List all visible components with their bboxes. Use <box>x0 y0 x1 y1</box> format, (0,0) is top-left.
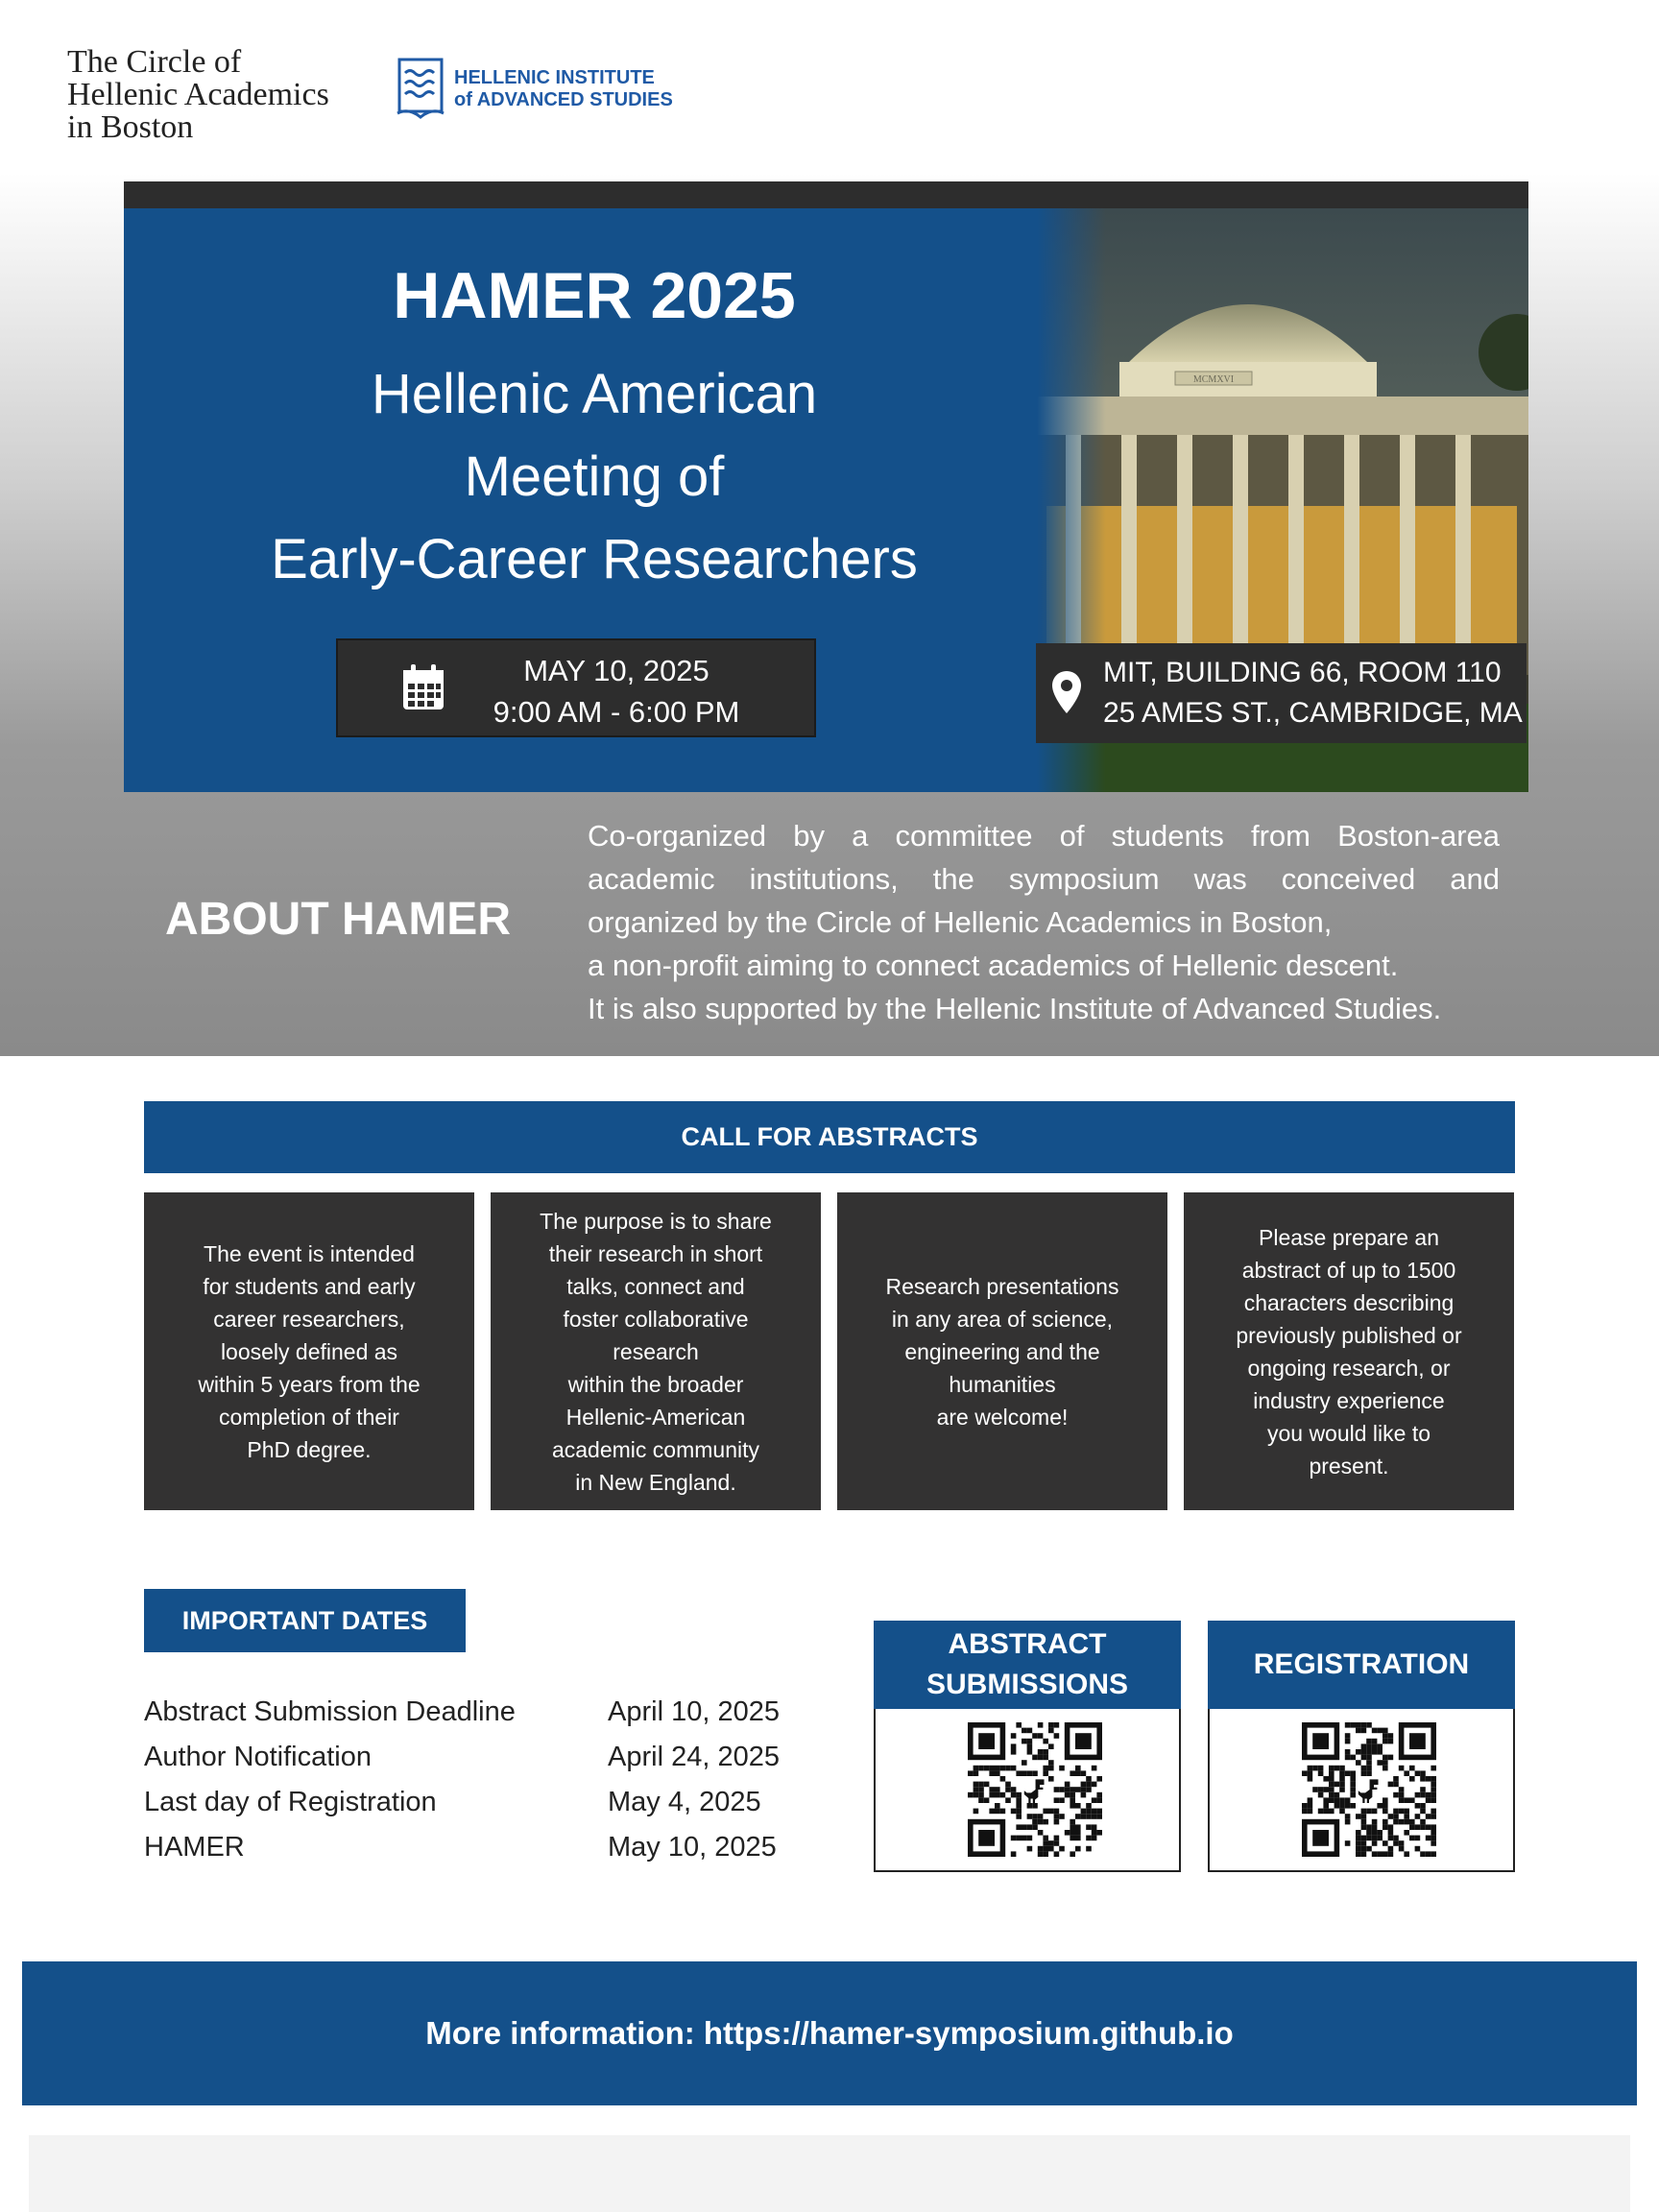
circle-hellenic-academics-logo <box>67 46 329 144</box>
registration-label <box>1208 1621 1515 1709</box>
subtitle-line: Early-Career Researchers <box>271 528 918 590</box>
date-row <box>144 1696 816 1741</box>
event-date: MAY 10, 2025 <box>523 654 709 687</box>
info-card-purpose <box>491 1192 821 1510</box>
hias-logo-text <box>454 67 673 111</box>
card-line: previously published or <box>1236 1322 1462 1348</box>
date-row-name: Last day of Registration <box>144 1787 437 1817</box>
call-for-abstracts-heading: CALL FOR ABSTRACTS <box>144 1101 1515 1173</box>
card-line: within the broader <box>567 1371 744 1397</box>
location-line: MIT, BUILDING 66, ROOM 110 <box>1103 657 1502 688</box>
card-line: within 5 years from the <box>198 1371 421 1397</box>
logo-line: Hellenic Academics <box>67 77 329 112</box>
event-time: 9:00 AM - 6:00 PM <box>493 695 740 729</box>
info-card-abstract-guidelines <box>1184 1192 1514 1510</box>
card-text <box>540 1205 772 1499</box>
date-row-date: April 10, 2025 <box>608 1696 780 1727</box>
date-row <box>144 1787 816 1831</box>
about-paragraph <box>588 814 1500 1030</box>
card-text <box>1236 1221 1461 1482</box>
about-heading: ABOUT HAMER <box>165 894 511 945</box>
card-line: abstract of up to 1500 <box>1241 1257 1456 1283</box>
bottom-margin-panel <box>29 2135 1630 2212</box>
event-date-box <box>336 638 816 737</box>
event-location-text <box>1103 653 1523 733</box>
date-row-name: Author Notification <box>144 1742 372 1772</box>
abstract-submissions-qr-code[interactable] <box>968 1722 1102 1857</box>
card-line: are welcome! <box>936 1404 1069 1430</box>
card-line: industry experience <box>1253 1387 1445 1413</box>
about-line: Co-organized by a committee of students from Boston-area <box>588 819 1500 853</box>
date-row-date: April 24, 2025 <box>608 1742 780 1772</box>
card-line: loosely defined as <box>220 1338 398 1364</box>
logo-line: HELLENIC INSTITUTE <box>454 67 655 88</box>
event-location-box <box>1036 643 1527 743</box>
card-text <box>198 1238 420 1466</box>
hero-top-strip <box>124 181 1528 208</box>
card-line: you would like to <box>1266 1420 1431 1446</box>
date-row <box>144 1832 816 1876</box>
card-line: Please prepare an <box>1259 1224 1439 1250</box>
date-row-date: May 10, 2025 <box>608 1832 777 1863</box>
subtitle-line: Meeting of <box>464 445 725 508</box>
location-pin-icon <box>1051 670 1082 714</box>
info-card-topics <box>837 1192 1167 1510</box>
qr-label-line: ABSTRACT <box>948 1628 1107 1660</box>
event-date-text <box>463 650 770 733</box>
logo-line: of ADVANCED STUDIES <box>454 89 673 110</box>
card-line: talks, connect and <box>566 1273 745 1299</box>
about-line: organized by the Circle of Hellenic Academics in Boston, <box>588 905 1333 939</box>
card-line: completion of their <box>219 1404 399 1430</box>
location-line: 25 AMES ST., CAMBRIDGE, MA <box>1103 697 1523 729</box>
event-title: HAMER 2025 <box>393 259 796 332</box>
hellenic-institute-logo <box>397 56 685 123</box>
card-line: ongoing research, or <box>1247 1355 1451 1381</box>
important-dates-heading: IMPORTANT DATES <box>144 1589 466 1652</box>
registration-qr-box[interactable] <box>1208 1621 1515 1872</box>
date-row-date: May 4, 2025 <box>608 1787 761 1817</box>
abstract-submissions-label <box>874 1621 1181 1709</box>
card-line: engineering and the <box>904 1338 1100 1364</box>
card-line: The purpose is to share <box>540 1208 772 1234</box>
logo-line: The Circle of <box>67 44 242 80</box>
card-line: Hellenic-American <box>565 1404 746 1430</box>
subtitle-line: Hellenic American <box>371 363 818 425</box>
card-line: foster collaborative <box>563 1306 749 1332</box>
card-line: humanities <box>949 1371 1056 1397</box>
qr-label-line: SUBMISSIONS <box>926 1669 1129 1700</box>
card-line: characters describing <box>1243 1289 1455 1315</box>
card-text <box>886 1270 1119 1433</box>
card-line: research <box>613 1338 699 1364</box>
date-row <box>144 1742 816 1786</box>
date-row-name: Abstract Submission Deadline <box>144 1696 516 1727</box>
card-line: The event is intended <box>204 1240 415 1266</box>
card-line: career researchers, <box>213 1306 405 1332</box>
card-line: Research presentations <box>885 1273 1119 1299</box>
qr-label-line: REGISTRATION <box>1253 1648 1470 1680</box>
card-line: in any area of science, <box>891 1306 1114 1332</box>
info-card-eligibility <box>144 1192 474 1510</box>
about-line: It is also supported by the Hellenic Institute of Advanced Studies. <box>588 992 1442 1025</box>
card-line: PhD degree. <box>247 1436 372 1462</box>
calendar-icon <box>401 663 445 711</box>
card-line: their research in short <box>548 1240 763 1266</box>
event-subtitle <box>124 353 1065 601</box>
registration-qr-code[interactable] <box>1302 1722 1436 1857</box>
card-line: academic community <box>551 1436 759 1462</box>
card-line: present. <box>1309 1453 1389 1479</box>
date-row-name: HAMER <box>144 1832 245 1863</box>
about-line: academic institutions, the symposium was conceived and <box>588 862 1500 896</box>
book-waves-icon <box>397 58 445 121</box>
logo-line: in Boston <box>67 109 194 145</box>
card-line: in New England. <box>575 1469 736 1495</box>
more-information-link[interactable]: More information: https://hamer-symposium.github.io <box>22 1961 1637 2105</box>
abstract-submissions-qr-box[interactable] <box>874 1621 1181 1872</box>
about-line: a non-profit aiming to connect academics of Hellenic descent. <box>588 949 1399 982</box>
card-line: for students and early <box>203 1273 416 1299</box>
